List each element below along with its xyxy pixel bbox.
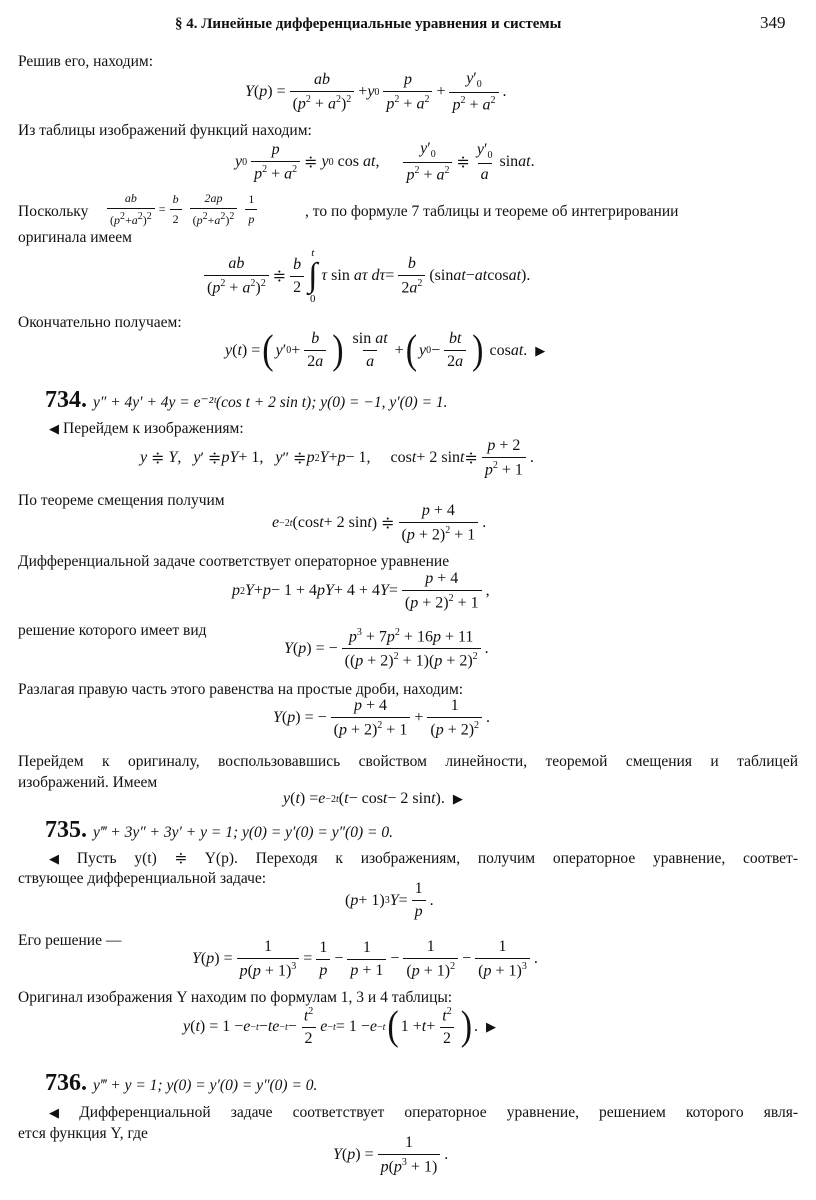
paragraph: По теореме смещения получим	[18, 492, 225, 509]
problem-statement: y‴ + 3y″ + 3y′ + y = 1; y(0) = y′(0) = y″(0) = 0.	[93, 824, 393, 841]
problem-number: 734.	[45, 387, 87, 413]
paragraph: Из таблицы изображений функций находим:	[18, 122, 312, 139]
problem-number: 736.	[45, 1070, 87, 1096]
problem-735	[45, 817, 393, 843]
paragraph: Окончательно получаем:	[18, 314, 182, 331]
paragraph: , то по формуле 7 таблицы и теореме об интегрировании	[305, 203, 679, 220]
problem-736	[45, 1070, 318, 1096]
paragraph: Решив его, находим:	[18, 53, 154, 70]
equation-image: Y ( p ) = − $\frac{p^3 + 7p^2 + 16p + 11}{((p + 2)^2 + 1)(p + 2)^2}$ .	[284, 627, 489, 670]
paragraph: Поскольку	[18, 203, 89, 220]
problem-statement: y″ + 4y′ + 4y = e⁻²ᵗ(cos t + 2 sin t); y(0) = −1, y′(0) = 1.	[93, 394, 448, 411]
running-header: § 4. Линейные дифференциальные уравнения и системы	[175, 16, 562, 32]
paragraph	[45, 849, 798, 869]
equation-answer-734: y ( t ) = e −2t ( t − cos t − 2 sin t ). ▶	[283, 790, 463, 807]
paragraph: Оригинал изображения Y находим по формулам 1, 3 и 4 таблицы:	[18, 989, 453, 1006]
equation-operator: p 2 Y + p − 1 + 4 pY + 4 + 4 Y = $\frac{p + 4}{(p + 2)^2 + 1}$ ,	[232, 570, 490, 612]
end-marker: ▶	[535, 342, 546, 358]
paragraph: Перейдем к оригиналу, воспользовавшись свойством линейности, теоремой смещения и таблицей	[18, 753, 798, 770]
problem-statement: y‴ + y = 1; y(0) = y′(0) = y″(0) = 0.	[93, 1077, 318, 1094]
start-marker: ◀	[49, 421, 59, 436]
problem-734	[45, 387, 448, 413]
paragraph: Разлагая правую часть этого равенства на простые дроби, находим:	[18, 681, 464, 698]
page-number: 349	[760, 13, 786, 32]
equation-Yp: Y ( p ) = $\frac{ab}{(p^2 + a^2)^2}$ + y 0 $\frac{p}{p^2 + a^2}$ + $\frac{y'_0}{p^2 + a^2}$ .	[245, 70, 507, 114]
paragraph-text: Пусть y(t) ≑ Y(p). Переходя к изображениям, получим операторное уравнение, соответ-	[76, 850, 798, 867]
paragraph	[45, 419, 244, 439]
equation-table: y 0 $\frac{p}{p^2 + a^2}$ ≑ y 0 cos at , $\frac{y'_0}{p^2 + a^2}$ ≑ $\frac{y'_0}{a}$ sin at .	[235, 140, 535, 184]
equation-decomposition-735: Y ( p ) = $\frac{1}{p(p + 1)^3}$ = $\frac{1}{p}$ − $\frac{1}{p + 1}$ − $\frac{1}{(p + 1)^2}$ − $\frac{1}{(p + 1)^3}$ .	[192, 938, 538, 980]
paragraph: решение которого имеет вид	[18, 622, 207, 639]
paragraph: Дифференциальной задаче соответствует операторное уравнение	[18, 553, 450, 570]
end-marker: ▶	[452, 791, 463, 806]
equation-solution-733: y ( t ) = ( y ′ 0 + $\frac{b}{2a}$ ) $\frac{\text{sin at}}{a}$ + ( y 0 − $\frac{bt}{2a}$ ) cos at . ▶	[225, 327, 546, 373]
problem-number: 735.	[45, 817, 87, 843]
paragraph: ется функция Y, где	[18, 1125, 148, 1142]
equation-integral: $\frac{ab}{(p^2 + a^2)^2}$ ≑ $\frac{b}{2}$ t ∫ 0 τ sin aτ dτ = $\frac{b}{2a^2}$ (sin at − at cos at ).	[200, 248, 530, 304]
equation-transforms: y ≑ Y , y ′ ≑ pY + 1, y ″ ≑ p 2 Y + p − 1, cos t + 2 sin t ≑ $\frac{p + 2}{p^2 + 1}$ .	[140, 437, 534, 479]
paragraph: ствующее дифференциальной задаче:	[18, 870, 267, 887]
paragraph-text: Дифференциальной задаче соответствует операторное уравнение, решением которого явля-	[79, 1104, 798, 1121]
paragraph	[45, 1103, 798, 1123]
equation-inline: $\frac{ab}{(p^2+a^2)^2}$ = $\frac{b}{2}$ $\frac{2ap}{(p^2+a^2)^2}$ $\frac{1}{p}$	[103, 191, 261, 228]
end-marker: ▶	[486, 1019, 497, 1035]
equation-partial: Y ( p ) = − $\frac{p + 4}{(p + 2)^2 + 1}$ + $\frac{1}{(p + 2)^2}$ .	[273, 697, 491, 739]
paragraph: оригинала имеем	[18, 229, 132, 246]
equation-shift: e −2t (cos t + 2 sin t ) ≑ $\frac{p + 4}{(p + 2)^2 + 1}$ .	[272, 502, 487, 544]
start-marker: ◀	[49, 1105, 76, 1120]
equation-answer-735: y ( t ) = 1 − e −t − te −t − $\frac{t^2}{2}$ e −t = 1 − e −t ( 1 + t + $\frac{t^2}{2}$ ) . ▶	[183, 1004, 497, 1049]
equation-image-736: Y ( p ) = $\frac{1}{p(p^3 + 1)}$ .	[333, 1134, 449, 1176]
start-marker: ◀	[49, 851, 73, 866]
paragraph: Его решение —	[18, 932, 122, 949]
paragraph-text: Перейдем к изображениям:	[63, 420, 244, 437]
equation-operator-735: ( p + 1) 3 Y = $\frac{1}{p}$ .	[345, 880, 434, 920]
paragraph: изображений. Имеем	[18, 774, 158, 791]
